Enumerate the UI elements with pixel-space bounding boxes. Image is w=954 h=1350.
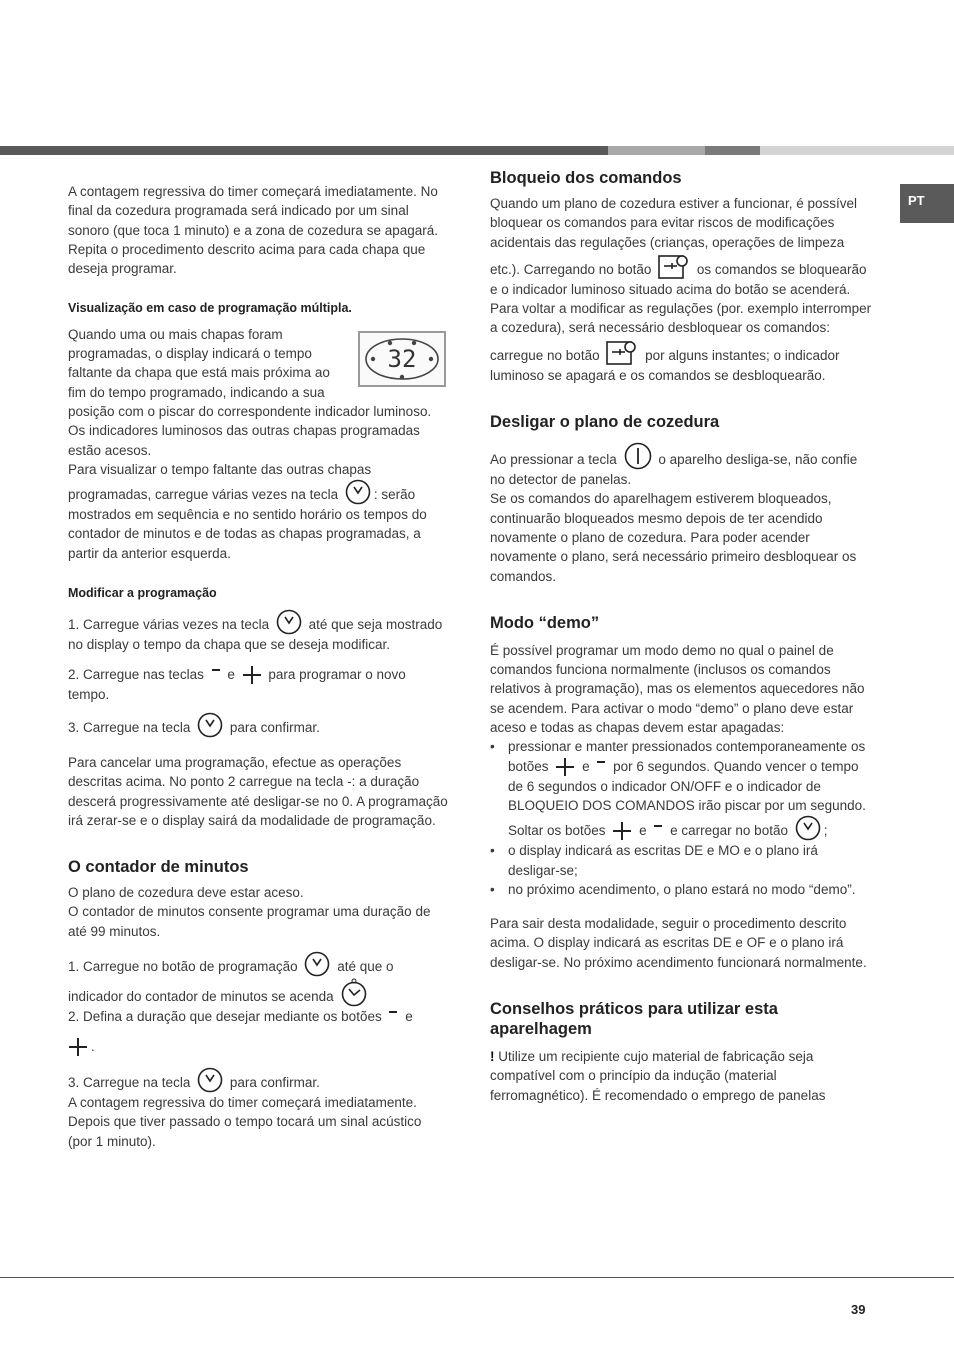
bullet-list — [490, 737, 872, 899]
paragraph: Para cancelar uma programação, efectue as operações descritas acima. No ponto 2 carregue na tecla -: a duração descerá progressivamente até desligar-se no 0. A programação irá zerar-se e o display sairá da modalidade de programação. — [68, 754, 448, 828]
clock-key-icon — [795, 815, 821, 841]
lock-key-icon — [658, 252, 690, 280]
paragraph: Para sair desta modalidade, seguir o procedimento descrito acima. O display indicará as escritas DE e OF e o plano irá desligar-se. No próximo acendimento funcionará normalmente. — [490, 916, 867, 970]
section-subheading: Visualização em caso de programação múltipla. — [68, 301, 352, 316]
header-bar-light — [760, 146, 954, 155]
clock-key-icon — [345, 479, 371, 505]
multi-program-block — [68, 325, 448, 563]
plus-icon — [68, 1037, 88, 1057]
section-heading: Modo “demo” — [490, 613, 600, 632]
plus-icon — [612, 821, 632, 841]
section-heading: Desligar o plano de cozedura — [490, 413, 720, 432]
header-bar-mid — [608, 146, 705, 155]
step-text: para confirmar. — [229, 719, 320, 735]
power-icon — [624, 442, 652, 470]
paragraph: A contagem regressiva do timer começará imediatamente. — [68, 1095, 417, 1111]
warning-mark: ! — [490, 1049, 495, 1065]
step-text: até que seja mostrado no display o tempo da chapa que se deseja modificar. — [68, 617, 443, 653]
paragraph: O contador de minutos consente programar uma duração de até 99 minutos. — [68, 904, 431, 939]
step-text: e — [405, 1009, 413, 1025]
clock-key-icon — [197, 1067, 223, 1093]
right-column — [490, 168, 872, 1105]
plus-icon — [242, 665, 262, 685]
list-item: • o display indicará as escritas DE e MO e o plano irá desligar-se; — [490, 841, 872, 880]
clock-key-icon — [304, 951, 330, 977]
section-subheading: Modificar a programação — [68, 586, 217, 601]
minus-icon — [596, 757, 606, 777]
paragraph: O plano de cozedura deve estar aceso. — [68, 885, 304, 901]
step-text: 1. Carregue no botão de programação — [68, 959, 298, 975]
paragraph: Para voltar a modificar as regulações (por. exemplo interromper a cozedura), será necessário desbloquear os comandos: carregue no botão — [490, 301, 872, 363]
list-item: • no próximo acendimento, o plano estará no modo “demo”. — [490, 880, 872, 899]
section-heading: Bloqueio dos comandos — [490, 169, 682, 187]
paragraph: Quando um plano de cozedura estiver a funcionar, é possível bloquear os comandos para evitar riscos de modificações acidentais das regulações (crianças, operações de limpeza etc.). Carregando no botão — [490, 196, 857, 277]
plus-icon — [555, 757, 575, 777]
footer-rule — [0, 1277, 954, 1278]
section-heading: Conselhos práticos para utilizar esta aparelhagem — [490, 1000, 778, 1039]
paragraph: Repita o procedimento descrito acima para cada chapa que deseja programar. — [68, 241, 426, 277]
clock-key-icon — [197, 712, 223, 738]
language-tab: PT — [900, 184, 954, 223]
step-text: 2. Carregue nas teclas — [68, 666, 204, 682]
header-bar-dark — [0, 146, 608, 155]
step-text: 2. Defina a duração que desejar mediante os botões — [68, 1009, 382, 1025]
step-text: para confirmar. — [229, 1075, 320, 1091]
paragraph: Quando uma ou mais chapas foram programadas, o display indicará o tempo faltante da chapa que está mais próxima ao fim do tempo programado, indicando a sua posição com o piscar do correspondente indicador luminoso. Os indicadores luminosos das outras chapas programadas estão acesos. — [68, 326, 432, 458]
clock-key-icon — [276, 609, 302, 635]
step-text: 3. Carregue na tecla — [68, 1075, 191, 1091]
lock-key-icon — [606, 338, 638, 366]
minus-icon — [388, 1007, 398, 1027]
display-digits: 32 — [387, 344, 417, 373]
paragraph: A contagem regressiva do timer começará imediatamente. No final da cozedura programada será indicado por um sinal sonoro (que toca 1 minuto) e a zona de cozedura se apagará. — [68, 184, 438, 238]
list-item: • pressionar e manter pressionados contemporaneamente os botões e por 6 segundos. Quando vencer o tempo de 6 segundos o indicador ON/OFF e o indicador de BLOQUEIO DOS COMANDOS irão piscar por um segundo. Soltar os botões e e carregar no botão ; — [490, 737, 872, 841]
left-column: A contagem regressiva do timer começará imediatamente. No final da cozedura programada será indicado por um sinal sonoro (que toca 1 minuto) e a zona de cozedura se apagará. Repita o procedimento descrito acima para cada chapa que deseja programar. Visualização em caso de programação múltipla. 32 Quando uma ou mais chapas foram programadas, o display indicará o tempo faltante da chapa que está mais próxima ao fim do tempo programado, indicando a sua posição com o piscar do correspondente indicador luminoso. Os indicadores luminosos das outras chapas programadas estão acesos. Para visualizar o tempo faltante das outras chapas programadas, carregue várias vezes na tecla : serão mostrados em sequência e no sentido horário os tempos do contador de minutos e de todas as chapas programadas, a partir da anterior esquerda. Modificar a programação 1. Carregue várias vezes na tecla até que seja mostrado no display o tempo da chapa que se deseja modificar. 2. Carregue nas teclas e para programar o novo tempo. 3. Carregue na tecla para confirmar. Para cancelar uma programação, efectue as operações descritas acima. No ponto 2 carregue na tecla -: a duração descerá progressivamente até desligar-se no 0. A programação irá zerar-se e o display sairá da modalidade de programação. O contador de minutos O plano de cozedura deve estar aceso. O contador de minutos consente programar uma duração de até 99 minutos. 1. Carregue no botão de programação até que o indicador do contador de minutos se acenda 2. Defina a duração que desejar mediante os botões e . 3. Carregue na tecla para confirmar. A contagem regressiva do timer começará imediatamente. Depois que tiver passado o tempo tocará um sinal acústico (por 1 minuto). — [68, 182, 448, 1151]
paragraph: É possível programar um modo demo no qual o painel de comandos funciona normalmente (inclusos os comandos relativos à programação), mas os elementos aquecedores não se acendem. Para activar o modo “demo” o plano deve estar aceso e todas as chapas devem estar apagadas: — [490, 642, 865, 736]
minus-icon — [653, 821, 663, 841]
paragraph: Depois que tiver passado o tempo tocará um sinal acústico (por 1 minuto). — [68, 1114, 422, 1149]
header-bar-dark-2 — [705, 146, 760, 155]
step-text: 1. Carregue várias vezes na tecla — [68, 617, 270, 633]
step-text: até que o indicador do contador de minutos se acenda — [68, 959, 394, 1005]
paragraph: : serão mostrados em sequência e no sentido horário os tempos do contador de minutos e de todas as chapas programadas, a partir da anterior esquerda. — [68, 487, 427, 561]
paragraph: Para visualizar o tempo faltante das outras chapas programadas, carregue várias vezes na tecla — [68, 461, 372, 503]
section-heading: O contador de minutos — [68, 858, 249, 877]
step-text: 3. Carregue na tecla — [68, 719, 191, 735]
paragraph: Se os comandos do aparelhagem estiverem bloqueados, continuarão bloqueados mesmo depois de ter acendido novamente o plano de cozedura. Para poder acender novamente o plano, será necessário primeiro desbloquear os comandos. — [490, 491, 857, 584]
paragraph: Ao pressionar a tecla — [490, 452, 617, 468]
paragraph: o aparelho desliga-se, não confie no detector de panelas. — [490, 452, 858, 488]
step-text: para programar o novo tempo. — [68, 666, 406, 702]
paragraph: os comandos se bloquearão e o indicador luminoso situado acima do botão se acenderá. — [490, 261, 867, 297]
step-text: e — [227, 666, 235, 682]
minus-icon — [211, 665, 221, 685]
display-32-figure — [358, 331, 446, 387]
paragraph: por alguns instantes; o indicador luminoso se apagará e os comandos se desbloquearão. — [490, 347, 840, 383]
page-number: 39 — [851, 1302, 866, 1317]
timer-icon — [340, 977, 368, 1007]
paragraph: Utilize um recipiente cujo material de fabricação seja compatível com o princípio da indução (material ferromagnético). É recomendado o emprego de panelas — [490, 1049, 826, 1103]
